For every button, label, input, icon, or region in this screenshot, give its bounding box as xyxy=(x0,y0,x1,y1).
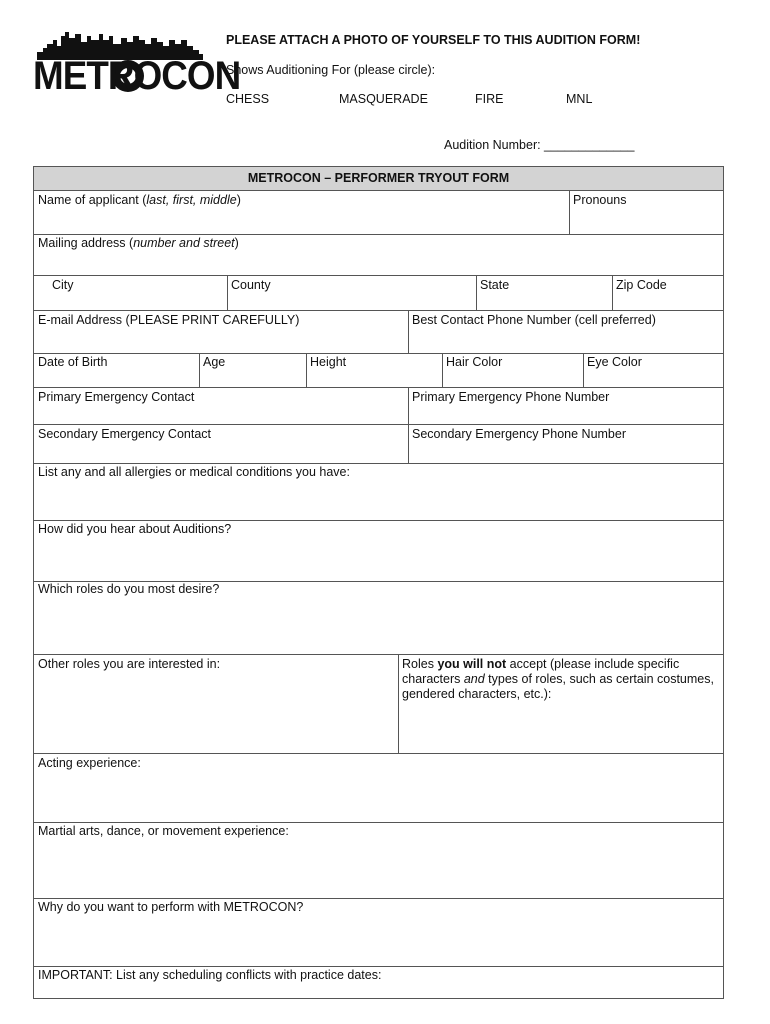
secondary-emergency-contact-field[interactable]: Secondary Emergency Contact xyxy=(38,427,212,441)
county-field[interactable]: County xyxy=(231,278,271,292)
height-field[interactable]: Height xyxy=(310,355,347,369)
name-field[interactable]: Name of applicant (last, first, middle) xyxy=(38,193,241,207)
primary-emergency-phone-field[interactable]: Primary Emergency Phone Number xyxy=(412,390,610,404)
secondary-emergency-phone-field[interactable]: Secondary Emergency Phone Number xyxy=(412,427,627,441)
shows-label: Shows Auditioning For (please circle): xyxy=(226,63,436,77)
age-field[interactable]: Age xyxy=(203,355,226,369)
primary-emergency-contact-field[interactable]: Primary Emergency Contact xyxy=(38,390,195,404)
acting-experience-field[interactable]: Acting experience: xyxy=(38,756,141,770)
show-option-fire[interactable]: FIRE xyxy=(475,92,504,106)
zip-code-field[interactable]: Zip Code xyxy=(616,278,667,292)
eye-color-field[interactable]: Eye Color xyxy=(587,355,642,369)
show-option-mnl[interactable]: MNL xyxy=(566,92,593,106)
photo-instruction: PLEASE ATTACH A PHOTO OF YOURSELF TO THIS AUDITION FORM! xyxy=(226,33,641,47)
pronouns-field[interactable]: Pronouns xyxy=(573,193,627,207)
date-of-birth-field[interactable]: Date of Birth xyxy=(38,355,108,369)
mailing-address-field[interactable]: Mailing address (number and street) xyxy=(38,236,239,250)
show-option-chess[interactable]: CHESS xyxy=(226,92,270,106)
state-field[interactable]: State xyxy=(480,278,510,292)
hair-color-field[interactable]: Hair Color xyxy=(446,355,503,369)
scheduling-conflicts-field[interactable]: IMPORTANT: List any scheduling conflicts with practice dates: xyxy=(38,968,382,982)
heard-about-field[interactable]: How did you hear about Auditions? xyxy=(38,522,232,536)
phone-field[interactable]: Best Contact Phone Number (cell preferred) xyxy=(412,313,656,327)
desired-roles-field[interactable]: Which roles do you most desire? xyxy=(38,582,220,596)
city-field[interactable]: City xyxy=(52,278,74,292)
audition-number[interactable]: Audition Number: _____________ xyxy=(444,138,635,152)
allergies-field[interactable]: List any and all allergies or medical conditions you have: xyxy=(38,465,350,479)
form-title: METROCON – PERFORMER TRYOUT FORM xyxy=(34,167,723,191)
other-roles-field[interactable]: Other roles you are interested in: xyxy=(38,657,221,671)
metrocon-logo xyxy=(33,30,241,102)
show-option-masquerade[interactable]: MASQUERADE xyxy=(339,92,428,106)
roles-not-accept-field[interactable]: Roles you will not accept (please include specific characters and types of roles, such as certain costumes, gendered characters, etc.): xyxy=(402,657,714,701)
logo-text: METROCON xyxy=(33,54,241,98)
tryout-form xyxy=(33,166,724,999)
movement-experience-field[interactable]: Martial arts, dance, or movement experience: xyxy=(38,824,289,838)
why-perform-field[interactable]: Why do you want to perform with METROCON? xyxy=(38,900,304,914)
email-field[interactable]: E-mail Address (PLEASE PRINT CAREFULLY) xyxy=(38,313,300,327)
